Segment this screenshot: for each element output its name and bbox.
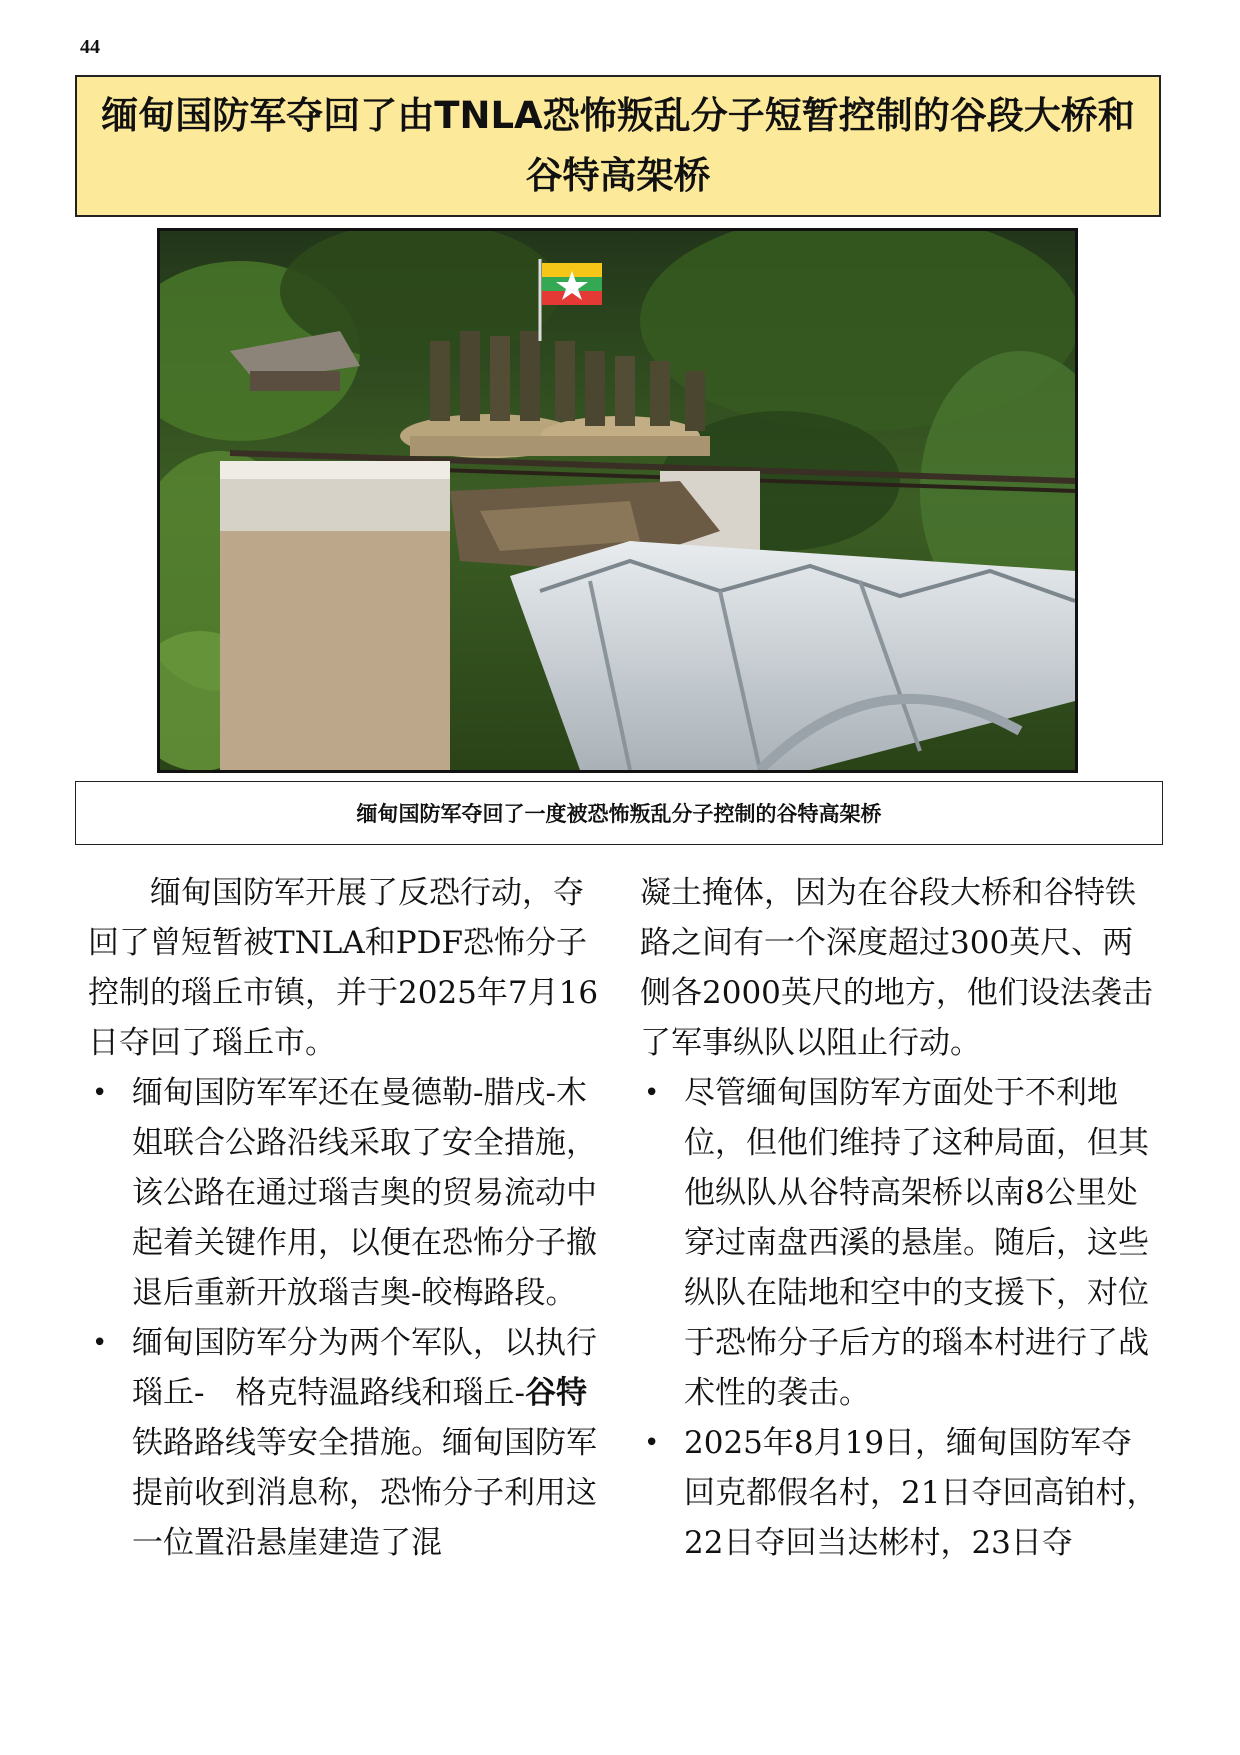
list-item <box>640 1418 1160 1568</box>
bullet-text: 2025年8月19日，缅甸国防军夺回克都假名村，21日夺回高铂村，22日夺回当达彬村，23日夺 <box>684 1425 1158 1561</box>
bullet-text-bold: 谷特 <box>524 1375 587 1411</box>
list-item <box>88 1068 608 1318</box>
bullet-text: 缅甸国防军军还在曼德勒-腊戌-木姐联合公路沿线采取了安全措施，该公路在通过瑙吉奥的贸易流动中起着关键作用，以便在恐怖分子撤退后重新开放瑙吉奥-皎梅路段。 <box>132 1075 597 1311</box>
page-number: 44 <box>80 36 100 58</box>
continued-paragraph: 凝土掩体，因为在谷段大桥和谷特铁路之间有一个深度超过300英尺、两侧各2000英尺的地方，他们设法袭击了军事纵队以阻止行动。 <box>640 875 1153 1061</box>
bullet-icon: • <box>92 1328 108 1358</box>
bullet-text: 铁路路线等安全措施。缅甸国防军提前收到消息称，恐怖分子利用这一位置沿悬崖建造了混 <box>132 1425 597 1561</box>
photo-caption-box <box>75 781 1163 845</box>
bullet-text: 尽管缅甸国防军方面处于不利地位，但他们维持了这种局面，但其他纵队从谷特高架桥以南8公里处穿过南盘西溪的悬崖。随后，这些纵队在陆地和空中的支援下，对位于恐怖分子后方的瑙本村进行了战术性的袭击。 <box>684 1075 1149 1411</box>
left-bullet-list <box>88 1068 608 1568</box>
bridge-photo <box>157 228 1078 773</box>
list-item <box>88 1318 608 1568</box>
stone-pier-left <box>220 461 450 770</box>
left-column <box>88 868 608 1568</box>
list-item <box>640 1068 1160 1418</box>
right-bullet-list <box>640 1068 1160 1568</box>
title-banner <box>75 75 1161 217</box>
bullet-icon: • <box>92 1078 108 1108</box>
bullet-text: 缅甸国防军分为两个军队，以执行瑙丘- 格克特温路线和瑙丘- <box>132 1325 597 1411</box>
bridge-photo-illustration <box>160 231 1075 770</box>
page-title: 缅甸国防军夺回了由TNLA恐怖叛乱分子短暂控制的谷段大桥和谷特高架桥 <box>101 94 1135 197</box>
bullet-icon: • <box>644 1428 660 1458</box>
bullet-icon: • <box>644 1078 660 1108</box>
right-column <box>640 868 1160 1568</box>
photo-caption: 缅甸国防军夺回了一度被恐怖叛乱分子控制的谷特高架桥 <box>356 802 882 826</box>
intro-paragraph: 缅甸国防军开展了反恐行动，夺回了曾短暂被TNLA和PDF恐怖分子控制的瑙丘市镇，并于2025年7月16日夺回了瑙丘市。 <box>88 875 599 1061</box>
